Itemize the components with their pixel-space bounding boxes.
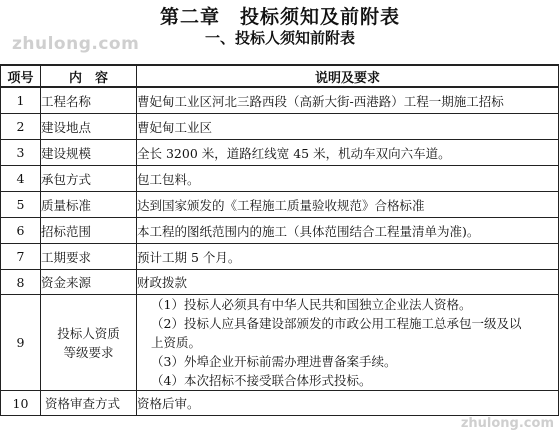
- row-number: 4: [1, 166, 41, 192]
- table-row: [1, 218, 559, 244]
- row-number: 1: [1, 87, 41, 114]
- row-item: 承包方式: [41, 166, 137, 192]
- table-row: [1, 166, 559, 192]
- row-number: 6: [1, 218, 41, 244]
- table-row: [1, 244, 559, 270]
- row-item: 质量标准: [41, 192, 137, 218]
- row-item-line: 投标人资质: [57, 325, 120, 341]
- row-number: 10: [1, 391, 41, 416]
- row-item: 建设地点: [41, 114, 137, 140]
- row-number: 5: [1, 192, 41, 218]
- table-row: [1, 192, 559, 218]
- row-number: 8: [1, 270, 41, 295]
- row-description: 财政拨款: [137, 270, 559, 295]
- row-item-line: 等级要求: [63, 344, 114, 360]
- table-row: [1, 87, 559, 114]
- row-description: 达到国家颁发的《工程施工质量验收规范》合格标准: [137, 192, 559, 218]
- row-description: 全长 3200 米，道路红线宽 45 米，机动车双向六车道。: [137, 140, 559, 166]
- table-header-row: [1, 65, 559, 87]
- header-description: 说明及要求: [137, 65, 559, 87]
- header-content: 内 容: [41, 65, 137, 87]
- row-number: 7: [1, 244, 41, 270]
- table-row: [1, 114, 559, 140]
- table-row: [1, 270, 559, 295]
- row-number: 9: [1, 295, 41, 391]
- requirement-line: （3）外埠企业开标前需办理进曹备案手续。: [151, 354, 397, 369]
- watermark-bottom: zhulong.com: [460, 416, 554, 431]
- row-item: 工程名称: [41, 87, 137, 114]
- row-description: 曹妃甸工业区河北三路西段（高新大街-西港路）工程一期施工招标: [137, 87, 559, 114]
- chapter-title: 第二章 投标须知及前附表: [159, 6, 400, 28]
- row-item: 招标范围: [41, 218, 137, 244]
- row-description: 资格后审。: [137, 391, 559, 416]
- table-row: [1, 140, 559, 166]
- table-row: [1, 295, 559, 391]
- row-number: 2: [1, 114, 41, 140]
- requirement-line: （4）本次招标不接受联合体形式投标。: [151, 373, 372, 388]
- requirement-line: （1）投标人必须具有中华人民共和国独立企业法人资格。: [151, 297, 472, 312]
- requirement-line: 上资质。: [151, 335, 202, 350]
- requirement-line: （2）投标人应具备建设部颁发的市政公用工程施工总承包一级及以: [151, 316, 522, 331]
- row-description: 曹妃甸工业区: [137, 114, 559, 140]
- section-title: 一、投标人须知前附表: [204, 29, 355, 47]
- row-number: 3: [1, 140, 41, 166]
- row-description: 包工包料。: [137, 166, 559, 192]
- row-description: 预计工期 5 个月。: [137, 244, 559, 270]
- row-description: 本工程的图纸范围内的施工（具体范围结合工程量清单为准)。: [137, 218, 559, 244]
- row-item: 建设规模: [41, 140, 137, 166]
- watermark-top: zhulong.com: [12, 34, 140, 54]
- header-item-no: 项号: [1, 65, 41, 87]
- bid-requirements-table: [0, 64, 559, 416]
- row-item: 资金来源: [41, 270, 137, 295]
- row-item: 工期要求: [41, 244, 137, 270]
- row-description: [137, 295, 559, 391]
- row-item: 资格审查方式: [41, 391, 137, 416]
- table-row: [1, 391, 559, 416]
- row-item: [41, 295, 137, 391]
